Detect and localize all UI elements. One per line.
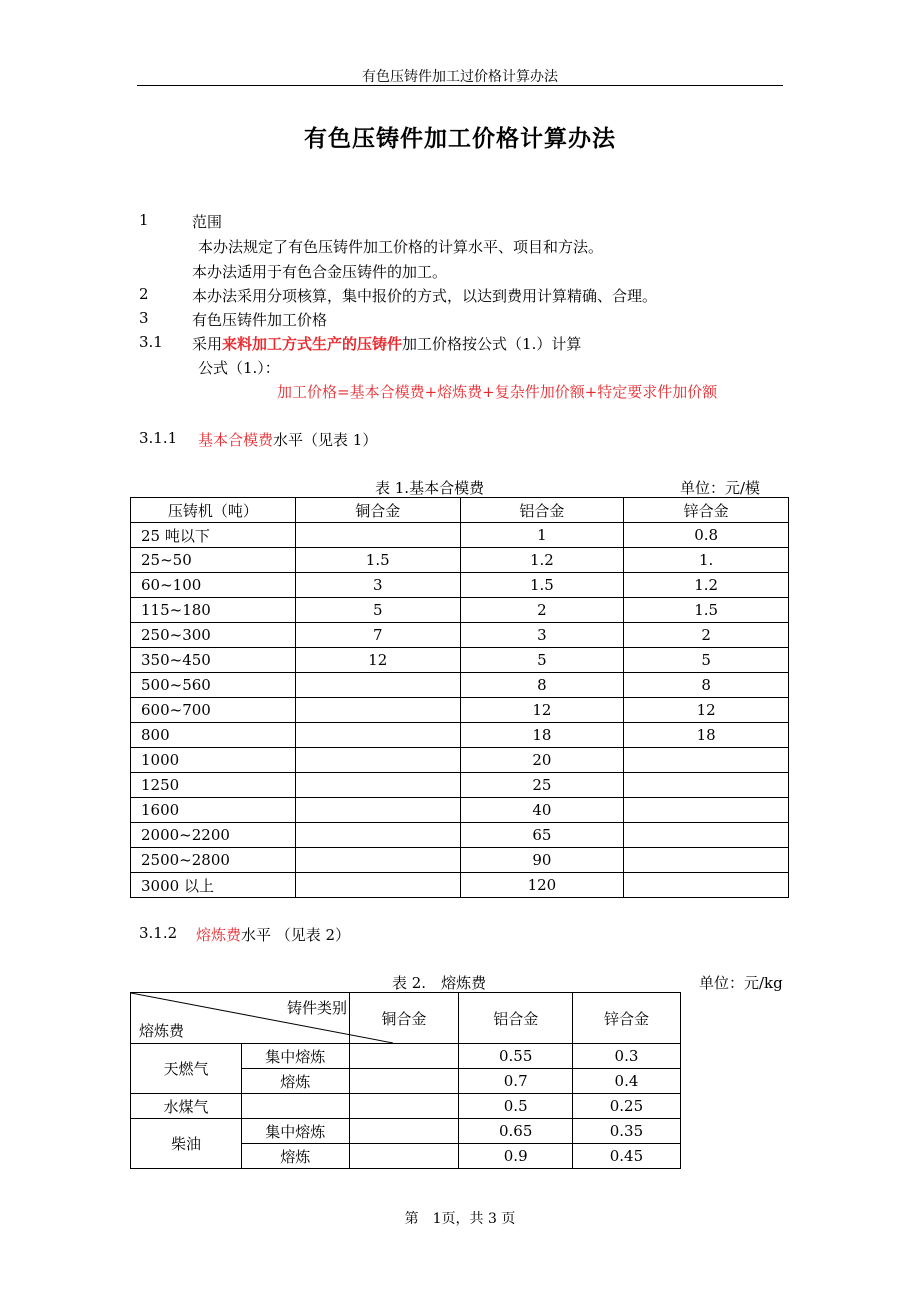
fee-cell: 0.4	[573, 1069, 680, 1094]
section-3-1-2-post: 水平 （见表 2）	[241, 926, 351, 944]
fee-cell: 90	[460, 848, 624, 873]
section-3-1-1-number: 3.1.1	[139, 429, 178, 447]
fee-cell	[349, 1094, 458, 1119]
fee-cell	[295, 748, 460, 773]
fee-cell: 5	[624, 648, 789, 673]
fee-cell: 0.8	[624, 523, 789, 548]
fee-cell: 0.65	[458, 1119, 572, 1144]
section-2-number: 2	[139, 285, 149, 303]
fee-cell: 1.5	[295, 548, 460, 573]
machine-tonnage-cell: 2000~2200	[131, 823, 296, 848]
smelting-fee-table	[130, 992, 782, 1169]
fee-cell	[349, 1069, 458, 1094]
section-2-text: 本办法采用分项核算，集中报价的方式，以达到费用计算精确、合理。	[192, 287, 658, 305]
machine-tonnage-cell: 115~180	[131, 598, 296, 623]
section-1-paragraph-1: 本办法规定了有色压铸件加工价格的计算水平、项目和方法。	[198, 238, 604, 256]
section-1-title: 范围	[192, 213, 223, 231]
smelting-method-cell	[241, 1094, 349, 1119]
fee-cell	[349, 1119, 458, 1144]
section-3-1-text	[192, 333, 581, 354]
table-row	[131, 523, 789, 548]
section-3-1-1-text	[198, 429, 377, 450]
machine-tonnage-cell: 350~450	[131, 648, 296, 673]
fee-cell: 1	[460, 523, 624, 548]
table-row	[131, 673, 789, 698]
section-3-1-number: 3.1	[139, 333, 163, 351]
smelting-method-cell: 熔炼	[241, 1144, 349, 1169]
document-title: 有色压铸件加工价格计算办法	[304, 125, 616, 152]
machine-tonnage-cell: 1000	[131, 748, 296, 773]
fee-cell: 1.	[624, 548, 789, 573]
table-row	[131, 873, 789, 898]
fee-cell: 5	[460, 648, 624, 673]
fee-cell: 0.9	[458, 1144, 572, 1169]
machine-tonnage-cell: 250~300	[131, 623, 296, 648]
table-row	[131, 1094, 782, 1119]
table-1-caption: 表 1.基本合模费	[375, 479, 485, 497]
fee-cell: 0.3	[573, 1044, 680, 1069]
machine-tonnage-cell: 500~560	[131, 673, 296, 698]
machine-tonnage-cell: 2500~2800	[131, 848, 296, 873]
fee-cell: 1.5	[624, 598, 789, 623]
machine-tonnage-cell: 1250	[131, 773, 296, 798]
fee-cell: 18	[624, 723, 789, 748]
machine-tonnage-cell: 25 吨以下	[131, 523, 296, 548]
fee-cell	[295, 873, 460, 898]
fee-cell	[349, 1144, 458, 1169]
table-1-unit: 单位：元/模	[680, 479, 761, 497]
table-row	[131, 798, 789, 823]
section-3-1-highlight: 来料加工方式生产的压铸件	[222, 335, 403, 353]
table-row	[131, 1119, 782, 1144]
fee-cell: 0.55	[458, 1044, 572, 1069]
machine-tonnage-cell: 800	[131, 723, 296, 748]
section-3-1-1-highlight: 基本合模费	[198, 431, 274, 449]
fee-cell: 0.5	[458, 1094, 572, 1119]
table-row	[131, 748, 789, 773]
fee-cell	[295, 823, 460, 848]
machine-tonnage-cell: 600~700	[131, 698, 296, 723]
table-row	[131, 773, 789, 798]
formula: 加工价格=基本合模费+熔炼费+复杂件加价额+特定要求件加价额	[277, 383, 718, 401]
fee-cell: 12	[295, 648, 460, 673]
fee-cell: 7	[295, 623, 460, 648]
section-3-1-1-post: 水平（见表 1）	[273, 431, 378, 449]
fee-cell	[624, 798, 789, 823]
fee-cell: 120	[460, 873, 624, 898]
fee-cell: 1.5	[460, 573, 624, 598]
fee-cell	[624, 848, 789, 873]
fee-cell	[624, 773, 789, 798]
section-3-1-2-text	[196, 924, 350, 945]
running-header: 有色压铸件加工过价格计算办法	[362, 69, 558, 85]
fee-cell	[295, 773, 460, 798]
table-row	[131, 648, 789, 673]
machine-tonnage-cell: 25~50	[131, 548, 296, 573]
table-2-unit: 单位：元/kg	[699, 974, 783, 992]
fee-cell	[295, 523, 460, 548]
header-rule	[137, 85, 783, 86]
fuel-type-cell: 水煤气	[131, 1094, 242, 1119]
fee-cell	[624, 748, 789, 773]
corner-bottom-label: 熔炼费	[139, 1022, 185, 1040]
section-3-1-2-number: 3.1.2	[139, 924, 178, 942]
table-row	[131, 823, 789, 848]
fee-cell: 18	[460, 723, 624, 748]
fee-cell	[624, 823, 789, 848]
table-2-header-cell: 铜合金	[349, 993, 458, 1044]
section-3-1-2-highlight: 熔炼费	[196, 926, 242, 944]
fee-cell: 1.2	[624, 573, 789, 598]
fee-cell: 0.7	[458, 1069, 572, 1094]
fee-cell	[624, 873, 789, 898]
machine-tonnage-cell: 3000 以上	[131, 873, 296, 898]
table-row	[131, 573, 789, 598]
fee-cell: 0.35	[573, 1119, 680, 1144]
fee-cell: 0.45	[573, 1144, 680, 1169]
table-1-header-row	[131, 498, 789, 523]
smelting-method-cell: 集中熔炼	[241, 1044, 349, 1069]
page-footer: 第 1页，共 3 页	[404, 1211, 516, 1227]
fee-cell	[295, 723, 460, 748]
table-row	[131, 723, 789, 748]
table-row	[131, 598, 789, 623]
corner-top-label: 铸件类别	[287, 999, 348, 1017]
fee-cell: 5	[295, 598, 460, 623]
fee-cell	[349, 1044, 458, 1069]
fuel-type-cell: 柴油	[131, 1119, 242, 1169]
table-2-caption: 表 2. 熔炼费	[392, 974, 487, 992]
table-2-header-cell: 锌合金	[573, 993, 680, 1044]
machine-tonnage-cell: 1600	[131, 798, 296, 823]
fuel-type-cell: 天燃气	[131, 1044, 242, 1094]
section-3-title: 有色压铸件加工价格	[192, 311, 328, 329]
formula-label: 公式（1.）：	[198, 359, 280, 377]
table-2-header-cell: 铝合金	[458, 993, 572, 1044]
fee-cell: 20	[460, 748, 624, 773]
fee-cell	[295, 698, 460, 723]
fee-cell: 65	[460, 823, 624, 848]
fee-cell: 2	[460, 598, 624, 623]
table-row	[131, 698, 789, 723]
fee-cell: 12	[460, 698, 624, 723]
machine-tonnage-cell: 60~100	[131, 573, 296, 598]
table-row	[131, 1044, 782, 1069]
table-1-header-cell: 锌合金	[624, 498, 789, 523]
table-row	[131, 848, 789, 873]
fee-cell: 25	[460, 773, 624, 798]
smelting-method-cell: 集中熔炼	[241, 1119, 349, 1144]
diagonal-header-cell	[131, 993, 350, 1044]
section-3-number: 3	[139, 309, 149, 327]
table-row	[131, 623, 789, 648]
fee-cell: 0.25	[573, 1094, 680, 1119]
table-1-header-cell: 铝合金	[460, 498, 624, 523]
section-3-1-pre: 采用	[192, 335, 223, 353]
fee-cell	[295, 673, 460, 698]
fee-cell: 40	[460, 798, 624, 823]
fee-cell	[295, 798, 460, 823]
fee-cell: 8	[460, 673, 624, 698]
base-mold-fee-table	[130, 497, 789, 898]
table-row	[131, 548, 789, 573]
fee-cell: 12	[624, 698, 789, 723]
section-1-number: 1	[139, 211, 149, 229]
smelting-method-cell: 熔炼	[241, 1069, 349, 1094]
fee-cell: 8	[624, 673, 789, 698]
fee-cell: 2	[624, 623, 789, 648]
table-1-header-cell: 铜合金	[295, 498, 460, 523]
fee-cell: 1.2	[460, 548, 624, 573]
fee-cell: 3	[460, 623, 624, 648]
fee-cell	[295, 848, 460, 873]
section-1-paragraph-2: 本办法适用于有色合金压铸件的加工。	[192, 263, 448, 281]
section-3-1-post: 加工价格按公式（1.）计算	[402, 335, 582, 353]
fee-cell: 3	[295, 573, 460, 598]
table-1-header-cell: 压铸机（吨）	[131, 498, 296, 523]
